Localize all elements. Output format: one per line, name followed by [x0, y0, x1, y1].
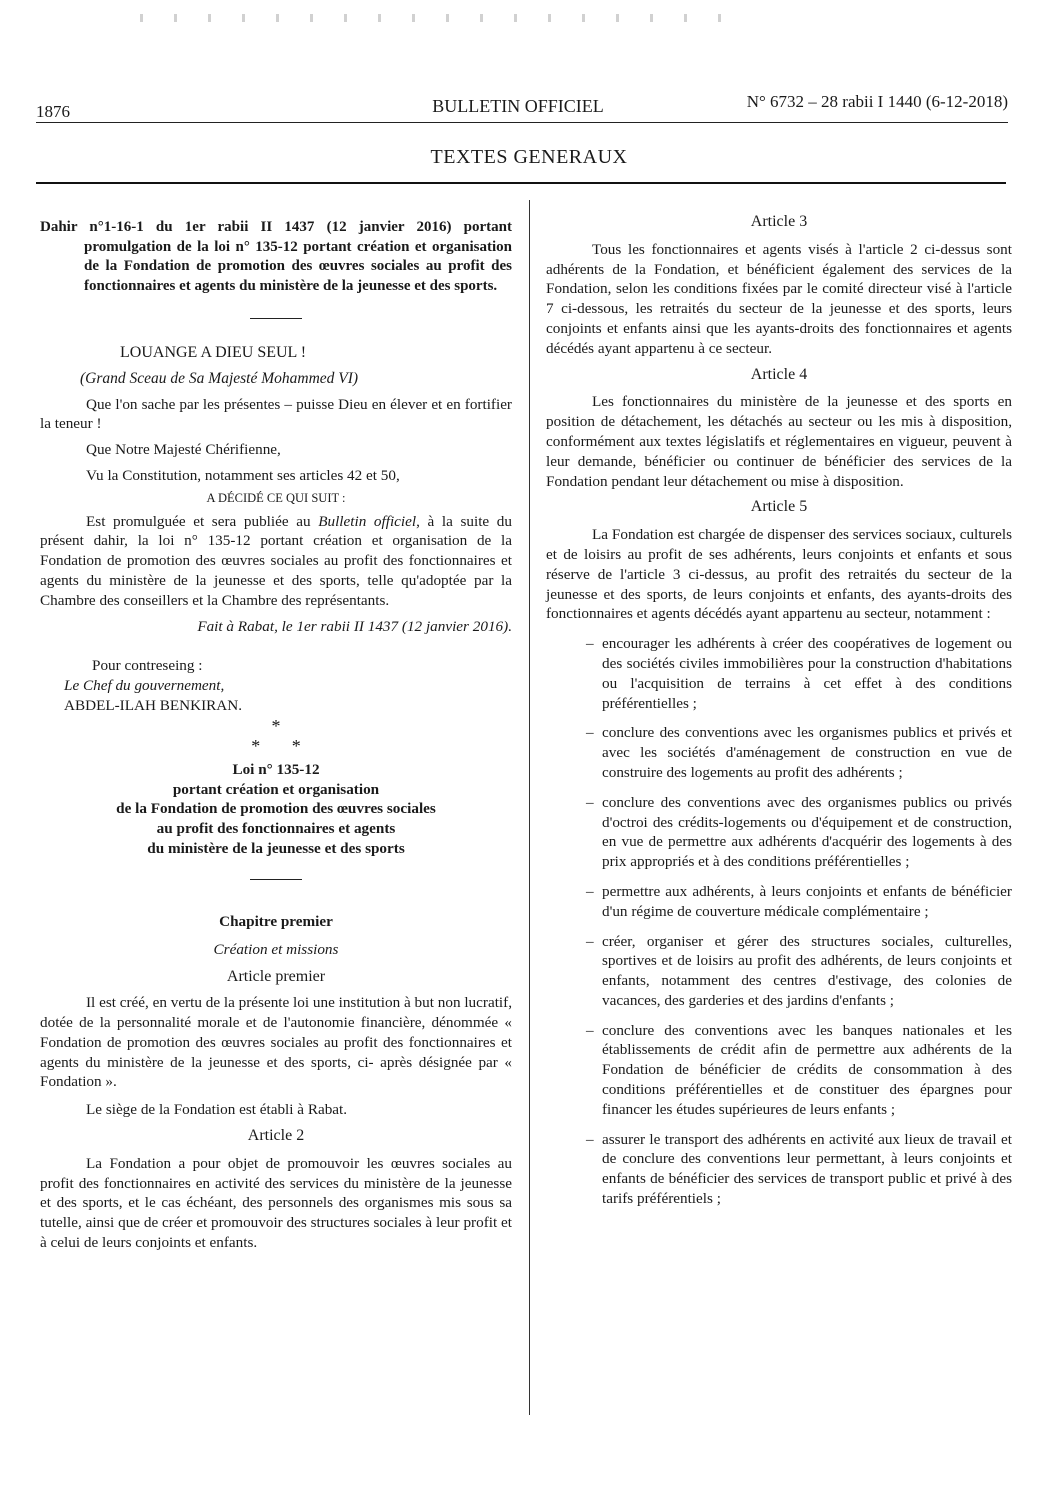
preamble-constitution: Vu la Constitution, notamment ses articles 42 et 50, — [86, 466, 400, 484]
scan-artifact — [140, 14, 740, 22]
dahir-title: Dahir n°1-16-1 du 1er rabii II 1437 (12 janvier 2016) portant promulgation de la loi n° 135-12 portant création et organisation de la Fondation de promotion des œuvres sociales au profit des fonctionnaires et agents du ministère de la jeunesse et des sports. — [40, 219, 512, 294]
list-item — [546, 1130, 1012, 1209]
grand-sceau: (Grand Sceau de Sa Majesté Mohammed VI) — [80, 369, 359, 387]
article-3-heading: Article 3 — [750, 213, 808, 230]
section-title: TEXTES GENERAUX — [430, 146, 628, 168]
louange-heading: LOUANGE A DIEU SEUL ! — [120, 344, 307, 361]
list-item — [546, 1021, 1012, 1120]
header-rule — [36, 122, 1008, 123]
section-rule — [36, 182, 1006, 184]
fait-a-rabat: Fait à Rabat, le 1er rabii II 1437 (12 janvier 2016). — [197, 617, 512, 635]
dash-marker — [586, 793, 594, 813]
article-2-paragraph: La Fondation a pour objet de promouvoir les œuvres sociales au profit des fonctionnaires en activité des services du ministère de la jeunesse et des sports, et le cas échéant, des personnels des organismes mis sous sa tutelle, ainsi que de créer et promouvoir des structures sociales à leur profit et à celui de leurs conjoints et enfants. — [40, 1154, 512, 1251]
dash-marker — [586, 1021, 594, 1041]
loi-title-3: de la Fondation de promotion des œuvres sociales — [116, 800, 436, 818]
signataire: ABDEL-ILAH BENKIRAN. — [64, 696, 243, 714]
article-3-paragraph: Tous les fonctionnaires et agents visés à l'article 2 ci-dessus sont adhérents de la Fondation, et bénéficient également des services de la Fondation, selon les conditions fixées par le comité directeur visé à l'article 7 ci-dessous, les retraités du secteur de la jeunesse et des sports, leurs conjoints et enfants ainsi que les ayants-droits des fonctionnaires et agents décédés ayant appartenu à ce secteur. — [546, 240, 1012, 357]
article-4-heading: Article 4 — [750, 365, 808, 383]
list-item — [546, 634, 1012, 713]
loi-title-5: du ministère de la jeunesse et des sports — [147, 839, 405, 857]
article-2-heading: Article 2 — [247, 1126, 305, 1144]
chapitre-heading: Chapitre premier — [219, 912, 333, 930]
list-item — [546, 793, 1012, 872]
promulgation-text-a: Est promulguée et sera publiée au — [86, 512, 319, 530]
page-number: 1876 — [36, 102, 70, 121]
promulgation-text-b: , à la suite du présent dahir, la loi n° 135-12 portant création et organisation de la Fondation de promotion des œuvres sociales au profit des fonctionnaires et agents du ministère de la jeunesse et des sports, telle qu'adoptée par la Chambre des conseillers et la Chambre des représentants. — [40, 512, 512, 609]
bulletin-officiel-ref: Bulletin officiel — [318, 512, 417, 530]
right-column — [546, 212, 1012, 1209]
left-column — [40, 218, 512, 1253]
chapitre-subheading: Création et missions — [213, 940, 339, 958]
article-1-paragraph-2: Le siège de la Fondation est établi à Rabat. — [86, 1101, 348, 1119]
article-5-heading: Article 5 — [750, 498, 808, 516]
promulgation-paragraph — [40, 512, 512, 611]
column-divider — [529, 200, 530, 1415]
list-item-text: permettre aux adhérents, à leurs conjoints et enfants de bénéficier d'un régime de couverture médicale complémentaire ; — [602, 882, 1012, 920]
dash-marker — [586, 634, 594, 654]
preamble-paragraph: Que l'on sache par les présentes – puisse Dieu en élever et en fortifier la teneur ! — [40, 395, 512, 433]
contreseing: Pour contreseing : — [92, 657, 203, 675]
dash-marker — [586, 882, 594, 902]
issue-number: N° 6732 – 28 rabii I 1440 (6-12-2018) — [746, 92, 1008, 111]
list-item-text: créer, organiser et gérer des structures sociales, culturelles, sportives et de loisirs au profit des adhérents, de leurs conjoints et enfants, notamment des centres d'estivage, des colonies de vacances, des garderies et des jardins d'enfants ; — [602, 932, 1012, 1009]
list-item-text: conclure des conventions avec les banques nationales et les établissements de crédit afin de permettre aux adhérents de la Fondation de bénéficier de crédits de consommation à des conditions préférentielles et de constituer des épargnes pour financer les études supérieures de leurs enfants ; — [602, 1021, 1012, 1118]
list-item — [546, 723, 1012, 782]
page-header — [36, 92, 1008, 121]
dash-marker — [586, 932, 594, 952]
list-item-text: encourager les adhérents à créer des coopératives de logement ou des sociétés civiles immobilières pour la construction d'habitations ou l'acquisition de terrains à cet effet à des conditions préférentielles ; — [602, 635, 1012, 712]
publication-title: BULLETIN OFFICIEL — [432, 96, 604, 116]
decide-heading: A DÉCIDÉ CE QUI SUIT : — [206, 490, 346, 505]
preamble-majeste: Que Notre Majesté Chérifienne, — [86, 441, 281, 459]
list-item — [546, 932, 1012, 1011]
article-1-paragraph-1: Il est créé, en vertu de la présente loi une institution à but non lucratif, dotée de la personnalité morale et de l'autonomie financière, dénommée « Fondation de promotion des œuvres sociales au profit des fonctionnaires et agents du ministère de la jeunesse et des sports, ci- après désignée par « Fondation ». — [40, 994, 512, 1091]
article-4-paragraph: Les fonctionnaires du ministère de la jeunesse et des sports en position de détachement, les détachés au secteur ou les mis à disposition, conformément aux textes législatifs et réglementaires en vigueur, peuvent à leur demande, bénéficier ou continuer de bénéficier des services de la Fondation pendant leur détachement ou mise à disposition. — [546, 393, 1012, 490]
loi-title-2: portant création et organisation — [172, 780, 380, 798]
list-item-text: conclure des conventions avec les organismes publics et privés et avec les sociétés d'aménagement de construction en vue de construire des logements au profit des adhérents ; — [602, 724, 1012, 781]
article-5-paragraph: La Fondation est chargée de dispenser des services sociaux, culturels et de loisirs au profit de ses adhérents, leurs conjoints et enfants et sous réserve de l'article 3 ci-dessus, au profit des retraités du secteur de la jeunesse et des sports, de leurs conjoints et enfants, des ayants-droits des fonctionnaires et agents décédés ayant appartenu au secteur, notamment : — [546, 526, 1012, 623]
dash-marker — [586, 723, 594, 743]
article-1-heading: Article premier — [226, 968, 326, 986]
star-separator-1: * — [271, 715, 281, 736]
loi-title-4: au profit des fonctionnaires et agents — [156, 820, 396, 838]
dash-marker — [586, 1130, 594, 1150]
list-item-text: conclure des conventions avec des organismes publics ou privés d'octroi des crédits-logements ou d'équipement et de construction, en vue de permettre aux adhérents d'acquérir des logements à des prix appropriés et à des conditions préférentielles ; — [602, 793, 1012, 871]
list-item-text: assurer le transport des adhérents en activité aux lieux de travail et de conclure des conventions leur permettant, à leurs conjoints et enfants de bénéficier des services de transport public et privé à des tarifs préférentiels ; — [602, 1130, 1012, 1208]
loi-title-1: Loi n° 135-12 — [232, 760, 320, 778]
list-item — [546, 882, 1012, 922]
chef-gouvernement: Le Chef du gouvernement, — [64, 677, 225, 695]
star-separator-2: * * — [251, 735, 301, 756]
